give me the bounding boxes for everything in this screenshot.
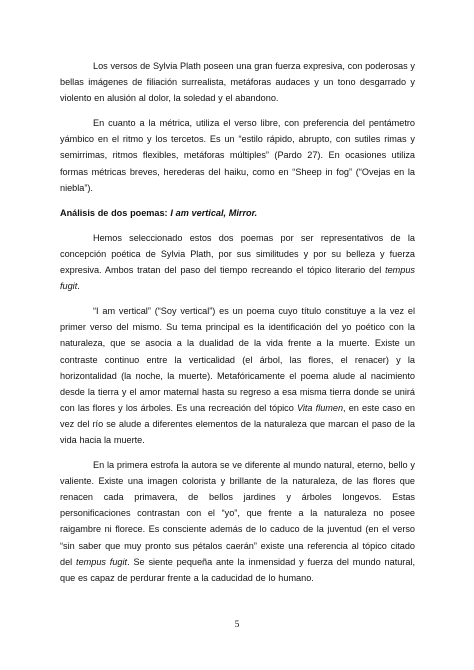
italic-term: tempus fugit [76, 556, 128, 567]
text-segment: En cuanto a la métrica, utiliza el verso libre, con preferencia del pentámetro yámbico en el ritmo y los tercetos. Es un “estilo rápido, abrupto, con sutiles rimas y semirrimas, ritmos flexibles, metáforas múltiples” (Pardo 27). En ocasiones utiliza formas métricas breves, herederas del haiku, como en “Sheep in fog” (“Ovejas en la niebla”). [60, 118, 415, 193]
paragraph-main-2 [60, 303, 415, 448]
paragraph-intro-2 [60, 115, 415, 195]
text-segment: Los versos de Sylvia Plath poseen una gran fuerza expresiva, con poderosas y bellas imágenes de filiación surrealista, metáforas audaces y un tono desgarrado y violento en alusión al dolor, la soledad y el abandono. [60, 61, 415, 104]
text-segment: Hemos seleccionado estos dos poemas por ser representativos de la concepción poética de Sylvia Plath, por sus similitudes y por su belleza y fuerza expresiva. Ambos tratan del paso del tiempo recreando el tópico literario del [60, 232, 415, 276]
heading-poem-titles: I am vertical, Mirror. [170, 207, 258, 218]
text-segment: . Se siente pequeña ante la inmensidad y fuerza del mundo natural, que es capaz de perdurar frente a la caducidad de lo humano. [60, 556, 415, 583]
section-heading [60, 205, 415, 221]
italic-term: Vita flumen [296, 402, 344, 413]
text-segment: En la primera estrofa la autora se ve diferente al mundo natural, eterno, bello y valiente. Existe una imagen colorista y brillante de la naturaleza, de las flores que renacen cada primavera, de bellos jardines y árboles longevos. Estas personificaciones contrastan con el “yo”, que frente a la naturaleza no posee raigambre ni florece. Es consciente además de lo caduco de la juventud (en el verso “sin saber que muy pronto sus pétalos caerán” existe una referencia al tópico citado del [60, 460, 415, 567]
body-text [60, 58, 415, 595]
paragraph-intro-1 [60, 58, 415, 106]
heading-label: Análisis de dos poemas: [60, 207, 171, 218]
text-segment: , en este caso en vez del río se alude a diferentes elementos de la naturaleza que marcan el paso de la vida hacia la muerte. [60, 402, 415, 445]
paragraph-main-3 [60, 457, 415, 586]
paragraph-main-1 [60, 230, 415, 294]
text-segment: . [77, 281, 80, 292]
italic-term: tempus fugit [60, 265, 415, 292]
text-segment: “I am vertical” (“Soy vertical”) es un poema cuyo título constituye a la vez el primer verso del mismo. Su tema principal es la identificación del yo poético con la naturaleza, que se asocia a la dualidad de la vida frente a la muerte. Existe un contraste continuo entre la verticalidad (el árbol, las flores, el renacer) y la horizontalidad (la noche, la muerte). Metafóricamente el poema alude al nacimiento desde la tierra y el amor maternal hasta su regreso a esa misma tierra donde se unirá con las flores y los árboles. Es una recreación del tópico [60, 306, 415, 413]
page-number: 5 [234, 620, 240, 630]
